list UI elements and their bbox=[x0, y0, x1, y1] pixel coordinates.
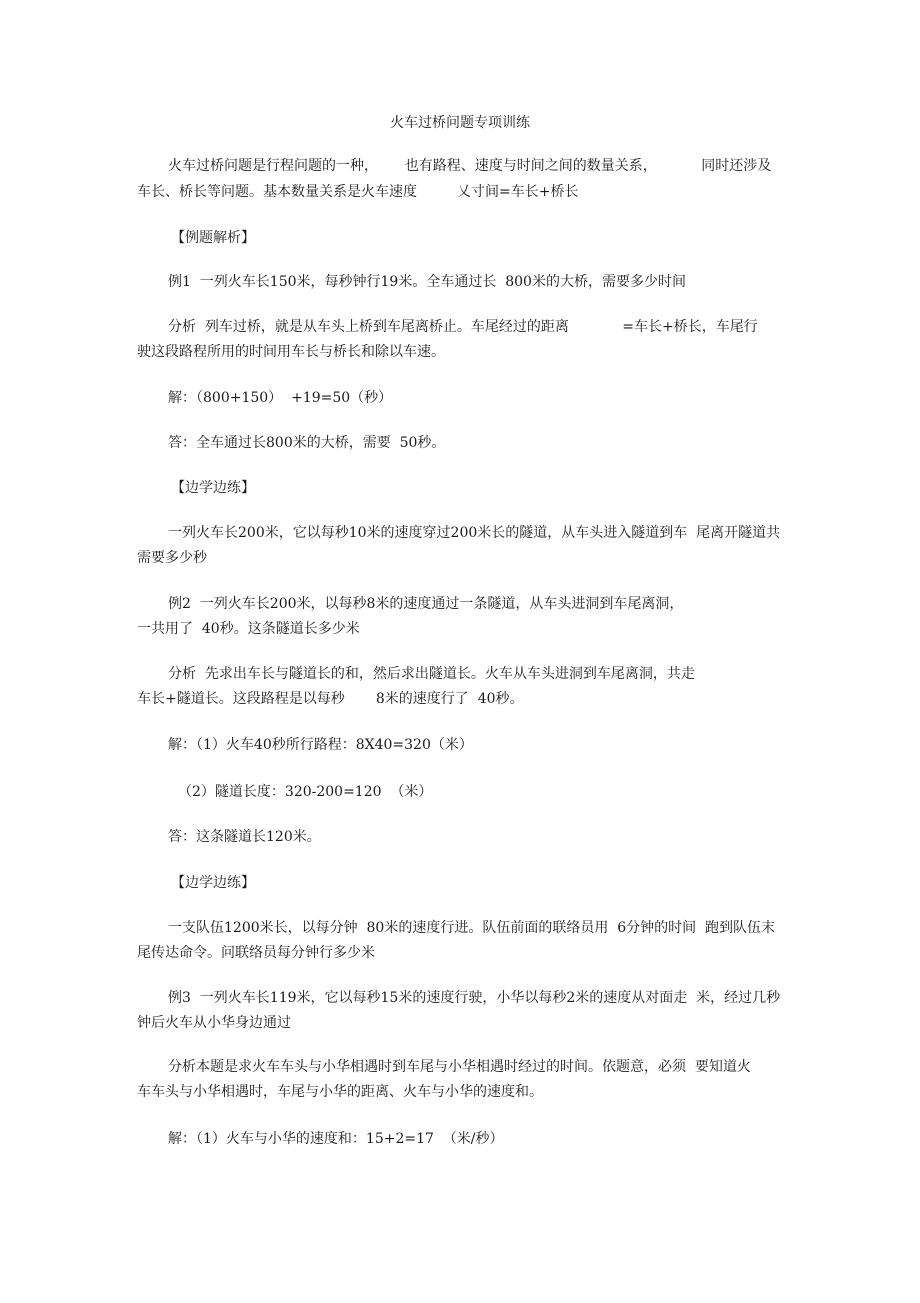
practice1-heading: 【边学边练】 bbox=[171, 480, 255, 496]
example3-question-line-2: 钟后火车从小华身边通过 bbox=[137, 1015, 291, 1031]
example1-analysis-line-1: 分析 列车过桥，就是从车头上桥到车尾离桥止。车尾经过的距离 =车长+桥长，车尾行 bbox=[168, 319, 758, 335]
example2-answer: 答：这条隧道长120米。 bbox=[168, 829, 321, 845]
example3-solution-1: 解：（1）火车与小华的速度和：15+2=17 （米/秒） bbox=[168, 1131, 504, 1147]
example1-answer: 答：全车通过长800米的大桥，需要 50秒。 bbox=[168, 435, 446, 451]
example3-question-line-1: 例3 一列火车长119米，它以每秒15米的速度行驶，小华以每秒2米的速度从对面走 米，经过几秒 bbox=[168, 990, 781, 1006]
intro-line-1: 火车过桥问题是行程问题的一种， 也有路程、速度与时间之间的数量关系， 同时还涉及 bbox=[168, 158, 772, 174]
practice2-line-1: 一支队伍1200米长，以每分钟 80米的速度行进。队伍前面的联络员用 6分钟的时间 跑到队伍末 bbox=[168, 920, 776, 936]
intro-line-2: 车长、桥长等问题。基本数量关系是火车速度 乂寸间=车长+桥长 bbox=[137, 184, 579, 200]
example1-question: 例1 一列火车长150米，每秒钟行19米。全车通过长 800米的大桥，需要多少时间 bbox=[168, 274, 686, 290]
example2-analysis-line-1: 分析 先求出车长与隧道长的和，然后求出隧道长。火车从车头进洞到车尾离洞，共走 bbox=[168, 666, 695, 682]
example1-solution: 解：（800+150） +19=50（秒） bbox=[168, 390, 393, 406]
example2-question-line-2: 一共用了 40秒。这条隧道长多少米 bbox=[137, 621, 360, 637]
practice1-line-2: 需要多少秒 bbox=[137, 550, 207, 566]
practice1-line-1: 一列火车长200米，它以每秒10米的速度穿过200米长的隧道，从车头进入隧道到车 尾离开隧道共 bbox=[168, 525, 781, 541]
example2-analysis-line-2: 车长+隧道长。这段路程是以每秒 8米的速度行了 40秒。 bbox=[137, 691, 524, 707]
document-title: 火车过桥问题专项训练 bbox=[390, 115, 530, 131]
practice2-line-2: 尾传达命令。问联络员每分钟行多少米 bbox=[137, 945, 375, 961]
example2-solution-2: （2）隧道长度：320-200=120 （米） bbox=[178, 784, 433, 800]
example2-solution-1: 解：（1）火车40秒所行路程：8X40=320（米） bbox=[168, 737, 473, 753]
example1-analysis-line-2: 驶这段路程所用的时间用车长与桥长和除以车速。 bbox=[137, 344, 445, 360]
example2-question-line-1: 例2 一列火车长200米，以每秒8米的速度通过一条隧道，从车头进洞到车尾离洞， bbox=[168, 596, 684, 612]
section-heading-examples: 【例题解析】 bbox=[171, 230, 255, 246]
example3-analysis-line-1: 分析本题是求火车车头与小华相遇时到车尾与小华相遇时经过的时间。依题意，必须 要知道火 bbox=[168, 1059, 751, 1075]
example3-analysis-line-2: 车车头与小华相遇时，车尾与小华的距离、火车与小华的速度和。 bbox=[137, 1084, 543, 1100]
practice2-heading: 【边学边练】 bbox=[171, 875, 255, 891]
